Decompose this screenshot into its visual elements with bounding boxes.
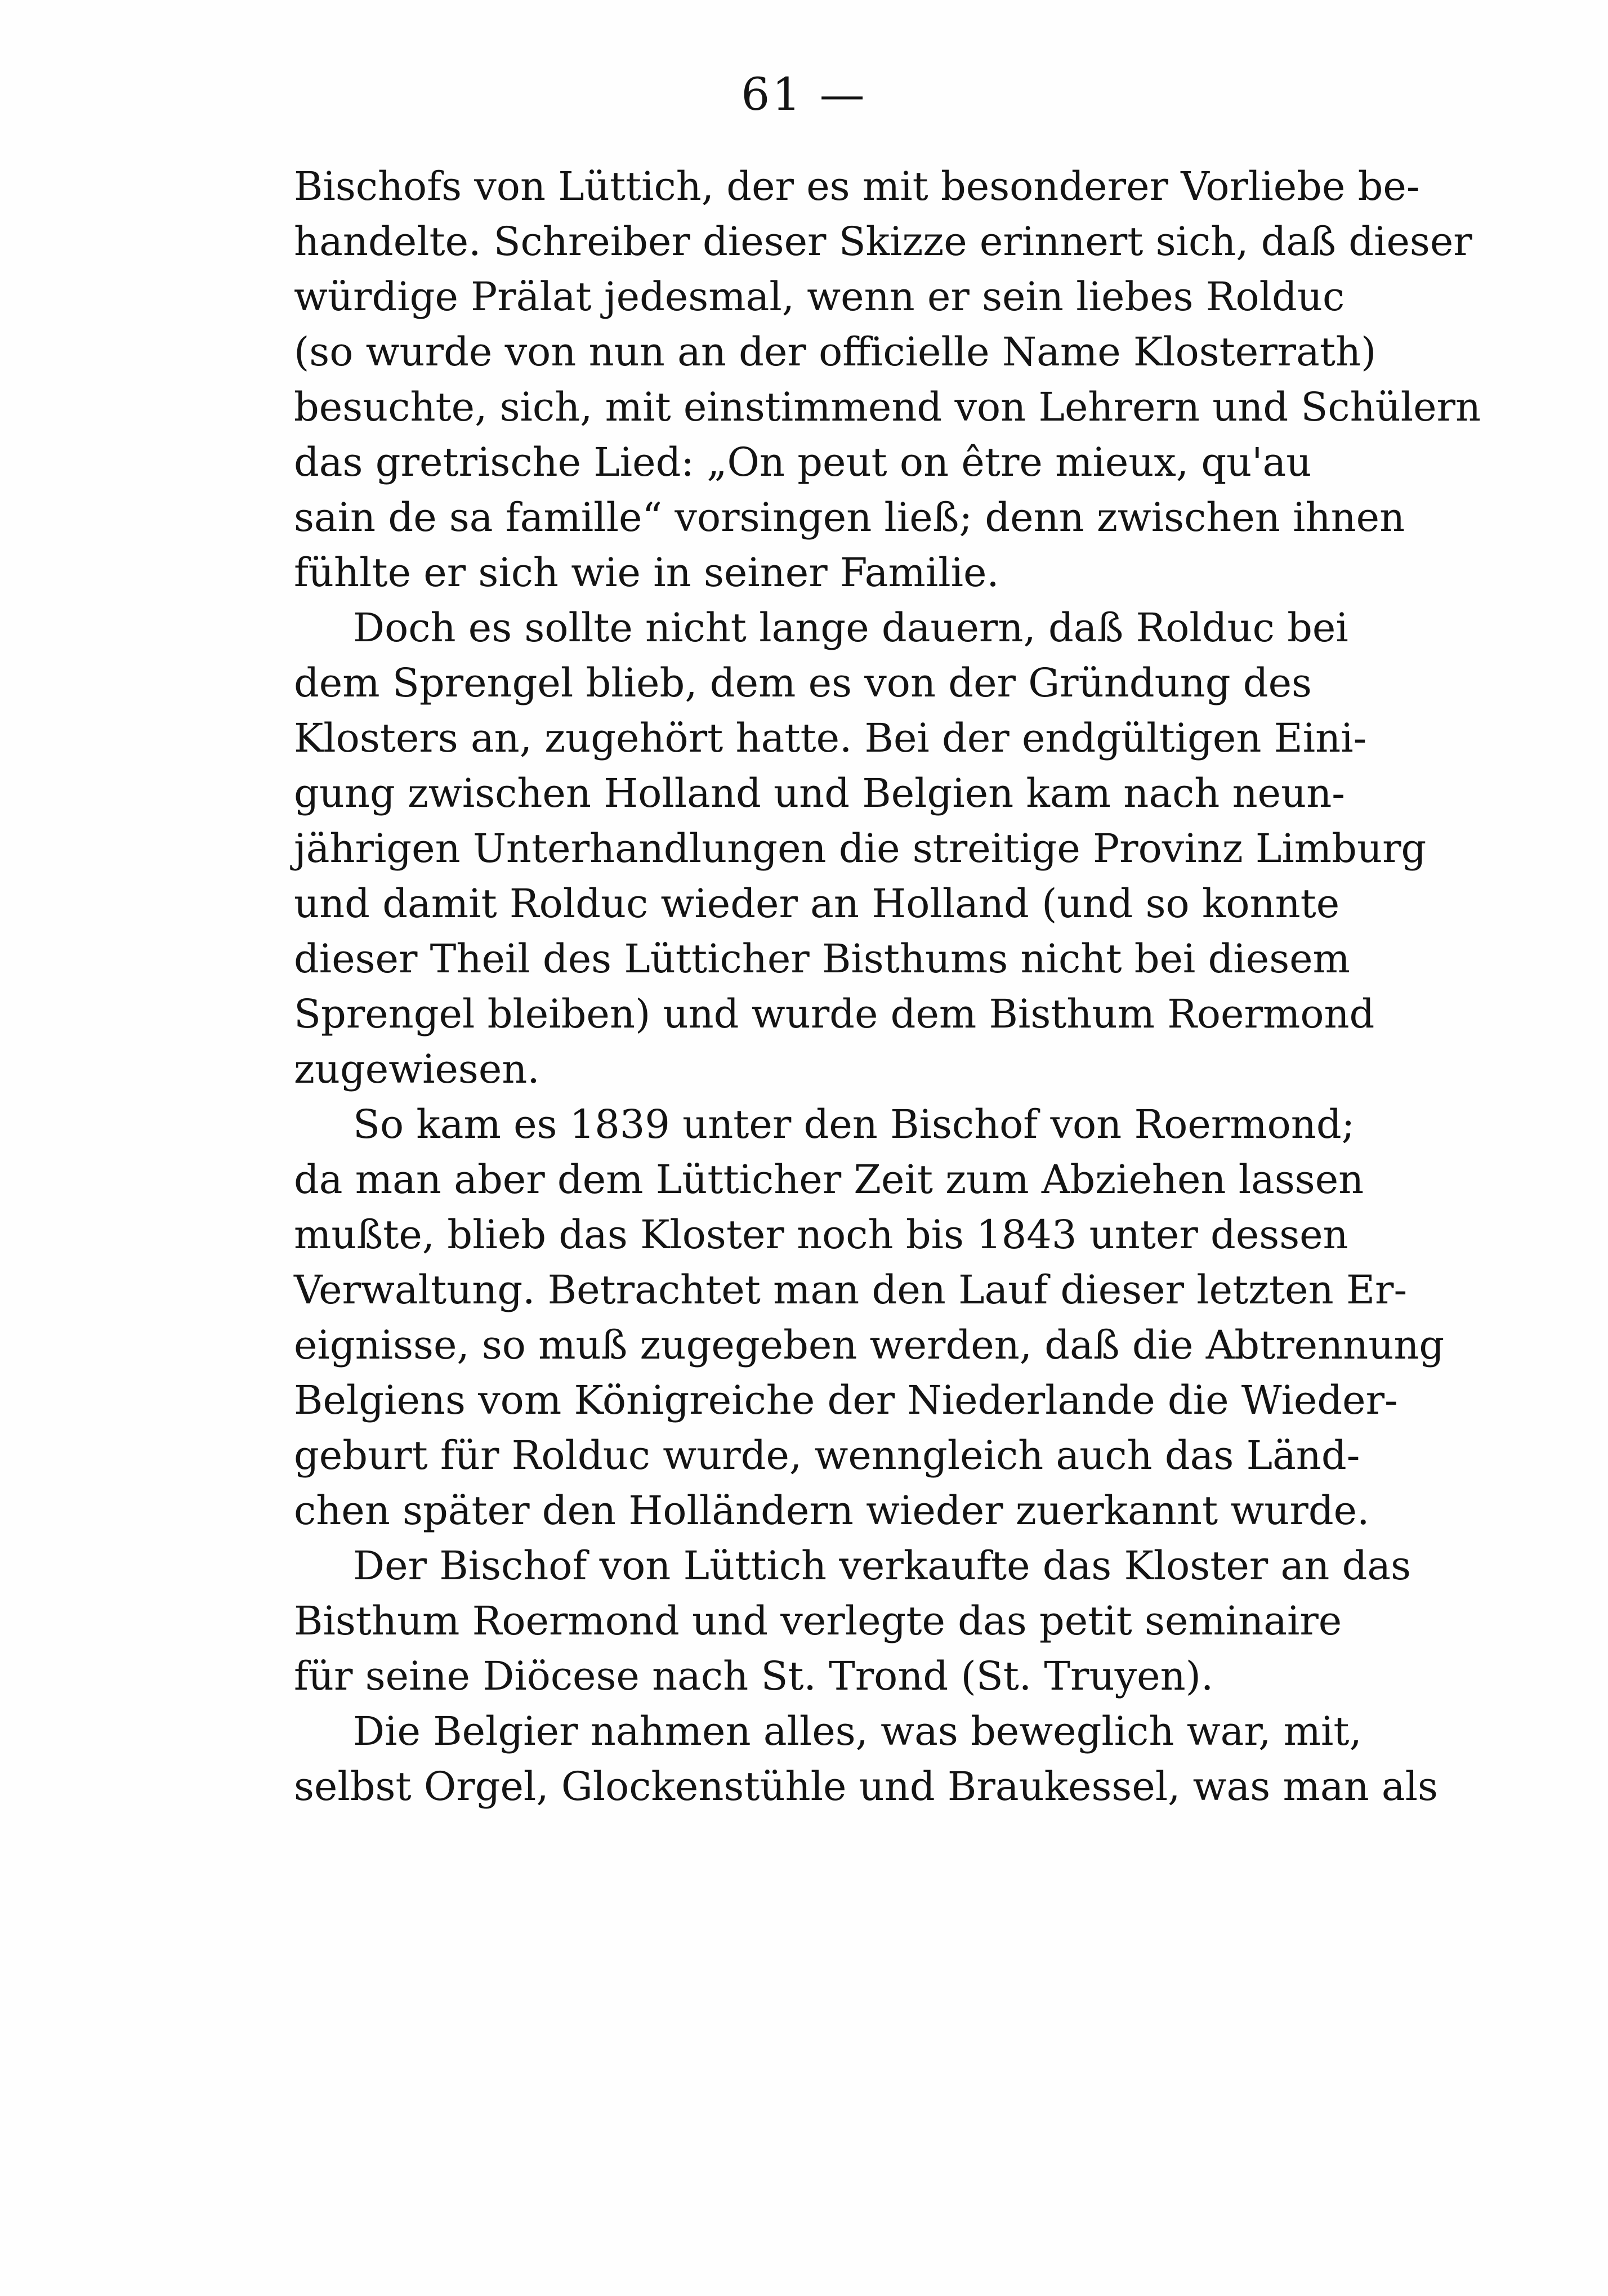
- text-line: dieser Theil des Lütticher Bisthums nicht bei diesem: [294, 936, 1350, 982]
- paragraph-5: [294, 1704, 1438, 1814]
- paragraph-1: [294, 159, 1481, 600]
- text-line: jährigen Unterhandlungen die streitige Provinz Limburg: [294, 825, 1427, 872]
- text-line: fühlte er sich wie in seiner Familie.: [294, 550, 999, 596]
- text-line: und damit Rolduc wieder an Holland (und so konnte: [294, 881, 1340, 927]
- text-line: Verwaltung. Betrachtet man den Lauf dieser letzten Er-: [294, 1267, 1408, 1313]
- text-line: Bisthum Roermond und verlegte das petit seminaire: [294, 1598, 1342, 1644]
- text-line: sain de sa famille“ vorsingen ließ; denn zwischen ihnen: [294, 494, 1405, 541]
- text-line: da man aber dem Lütticher Zeit zum Abziehen lassen: [294, 1156, 1364, 1203]
- text-line: Der Bischof von Lüttich verkaufte das Kloster an das: [353, 1543, 1412, 1589]
- paragraph-2: [294, 600, 1427, 1097]
- page-number-header: 61 —: [741, 68, 867, 120]
- text-line: eignisse, so muß zugegeben werden, daß die Abtrennung: [294, 1322, 1445, 1368]
- text-line: selbst Orgel, Glockenstühle und Braukessel, was man als: [294, 1763, 1438, 1810]
- text-line: Klosters an, zugehört hatte. Bei der endgültigen Eini-: [294, 715, 1367, 761]
- text-line: (so wurde von nun an der officielle Name Klosterrath): [294, 329, 1377, 375]
- text-line: Sprengel bleiben) und wurde dem Bisthum Roermond: [294, 991, 1375, 1037]
- text-line: dem Sprengel blieb, dem es von der Gründung des: [294, 660, 1312, 706]
- text-line: Die Belgier nahmen alles, was beweglich war, mit,: [353, 1708, 1362, 1754]
- text-line: Belgiens vom Königreiche der Niederlande die Wieder-: [294, 1377, 1398, 1423]
- paragraph-4: [294, 1538, 1412, 1704]
- text-line: So kam es 1839 unter den Bischof von Roermond;: [353, 1101, 1355, 1147]
- text-line: chen später den Holländern wieder zuerkannt wurde.: [294, 1488, 1370, 1534]
- text-line: würdige Prälat jedesmal, wenn er sein liebes Rolduc: [294, 274, 1345, 320]
- body-text: [294, 159, 1481, 1814]
- text-line: zugewiesen.: [294, 1046, 540, 1092]
- text-line: für seine Diöcese nach St. Trond (St. Truyen).: [294, 1653, 1214, 1699]
- text-line: besuchte, sich, mit einstimmend von Lehrern und Schülern: [294, 384, 1481, 430]
- text-line: geburt für Rolduc wurde, wenngleich auch das Länd-: [294, 1432, 1360, 1478]
- text-line: handelte. Schreiber dieser Skizze erinnert sich, daß dieser: [294, 218, 1472, 265]
- paragraph-3: [294, 1097, 1445, 1538]
- text-line: Doch es sollte nicht lange dauern, daß Rolduc bei: [353, 605, 1348, 651]
- text-line: das gretrische Lied: „On peut on être mieux, qu'au: [294, 439, 1312, 485]
- text-line: Bischofs von Lüttich, der es mit besonderer Vorliebe be-: [294, 163, 1420, 209]
- text-line: mußte, blieb das Kloster noch bis 1843 unter dessen: [294, 1212, 1348, 1258]
- text-line: gung zwischen Holland und Belgien kam nach neun-: [294, 770, 1345, 816]
